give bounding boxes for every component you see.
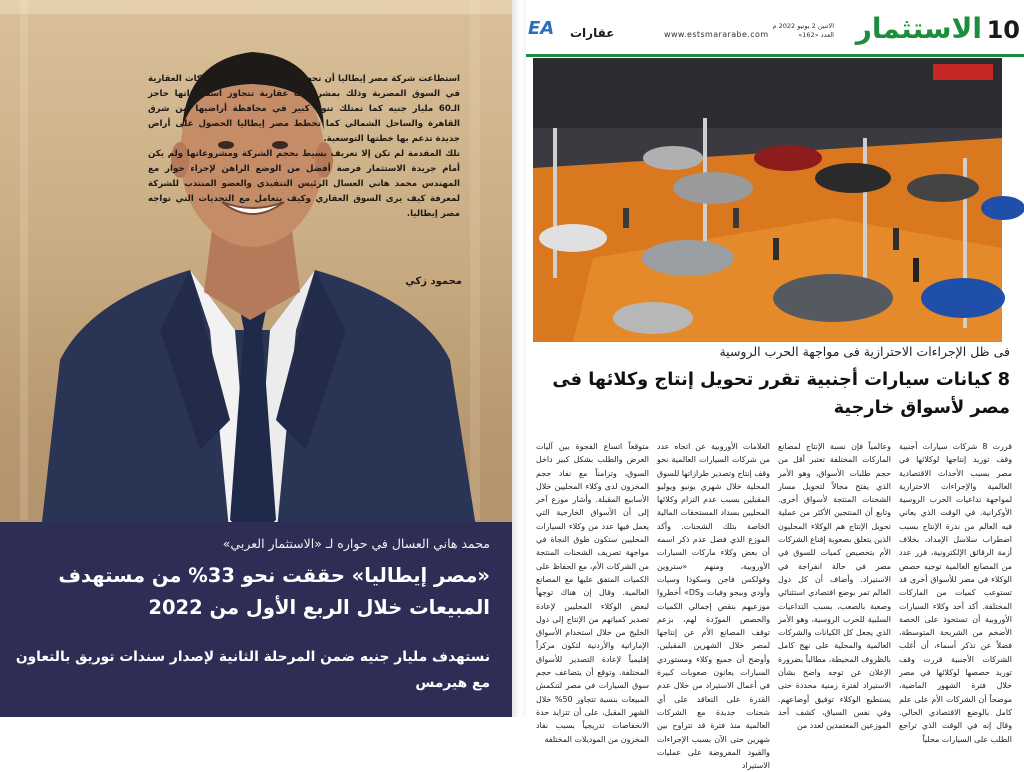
article-column: العلامات الأوروبية عن اتجاه عدد من شركات السيارات العالمية نحو وقف إنتاج وتصدير طرازاتها للسوق المحلية خلال شهري يونيو ويوليو المقبلين بسبب عدم التزام وكلائها المحليين بسداد المستحقات المالية الخاصة بتلك الشحنات. وأكد الموزع الذي فضل عدم ذكر اسمه أن بعض وكلاء ماركات السيارات الأوروبية، ومنهم «ستروين وفولكس فاجن وسكودا وسيات وأودي وبيجو وفيات وDS» أخطروا موزعيهم بنقص إجمالي الكميات والحصص المورّدة لهم، بزعم توقف المصانع الأم عن إنتاجها لمصر خلال الشهرين المقبلين. وأوضح أن جميع وكلاء ومستوردي السيارات يعانون صعوبات كبيرة في أعمال الاستيراد من خلال عدم القدرة على التعاقد على أي شحنات جديدة مع الشركات العالمية منذ فترة قد تتراوح بين شهرين حتى الآن بسبب الإجراءات والقيود المفروضة على عمليات الاستيراد <box>657 442 770 771</box>
car-showroom-photo <box>533 58 1002 342</box>
article-column: قررت 8 شركات سيارات أجنبية وقف توريد إنتاجها لوكلائها في مصر بسبب الأحداث الاقتصادية العالمية والإجراءات الاحترازية لمواجهة تداعيات الحرب الروسية الأوكرانية. في الوقت الذي يعاني فيه العالم من ندرة الإنتاج بسبب اضطراب سلاسل الإمداد، بخلاف أزمة الرقائق الإلكترونية، قرر عدد من المصانع العالمية توجيه حصص الوكلاء في مصر للأسواق أخرى قد تستوعب كميات من الماركات المختلفة. أكد أحد وكلاء السيارات الأوروبية أن تستحوذ على الحصة الأضخم من الشريحة المتوسطة، فضلاً عن تذكر أسماء، أن أغلب الشركات الأجنبية قررت وقف توريد حصصها لوكلائها في مصر خلال فترة الشهور الماضية، موضحاً أن الشركات الأم على علم كامل بالوضع الاقتصادي الحالي. وقال إنه في الوقت الذي تراجع الطلب على السيارات محلياً <box>899 442 1012 744</box>
article-headline: 8 كيانات سيارات أجنبية تقرر تحويل إنتاج وكلائها فى مصر لأسواق خارجية <box>552 369 1010 418</box>
website-url: www.estsmararabe.com <box>664 30 769 39</box>
intro-paragraph: تلك المقدمة لم تكن إلا تعريف بسيط بحجم الشركة ومشروعاتها ولم يكن أمام جريدة الاستثمار فرصة أفضل من الوضع الراهن لإجراء حوار مع المهندس محمد هاني العسال الرئيس التنفيذي والعضو المنتدب للشركة لمعرفة كيف يرى السوق العقاري وكيف يتعامل مع التحديات التي تواجه مصر إيطاليا. <box>148 149 460 219</box>
sister-publication-logo <box>528 18 562 44</box>
masthead <box>526 14 1024 52</box>
author-byline: محمود زكي <box>405 276 462 287</box>
interview-intro-text <box>148 72 460 222</box>
issue-date: الاثنين 2 يونيو 2022 م <box>772 22 834 30</box>
interview-headline-panel <box>0 522 512 717</box>
right-page-spread <box>526 0 1024 771</box>
issue-number: العدد «162» <box>798 31 834 39</box>
ea-logo-text: EA <box>528 18 555 39</box>
interview-subheadline: نستهدف مليار جنيه ضمن المرحلة الثانية لإصدار سندات توريق بالتعاون مع هيرمس <box>15 649 490 691</box>
section-name: عقارات <box>570 26 615 40</box>
page-number: 10 <box>986 16 1020 44</box>
magazine-logo: الاستثمار <box>855 12 982 45</box>
page-gutter <box>512 0 526 717</box>
intro-paragraph: استطاعت شركة مصر إيطاليا أن تحجز مكانتها بين كبرى الشركات العقارية في السوق المصرية وذلك بمشروعات عقارية تتجاوز استثماراتها حاجز الـ60 مليار جنيه كما تمتلك تنوع كبير في محافظة أراضيها بين شرق القاهرة والساحل الشمالي كما تخطط مصر إيطاليا الحصول على أراض جديدة تدعم بها خطتها التوسعية. <box>148 74 460 144</box>
left-page-spread <box>0 0 512 717</box>
article-kicker: فى ظل الإجراءات الاحترازية فى مواجهة الحرب الروسية <box>719 344 1010 359</box>
interview-headline: «مصر إيطاليا» حققت نحو 33% من مستهدف المبيعات خلال الربع الأول من 2022 <box>58 564 490 619</box>
article-body <box>536 440 1012 771</box>
article-column: متوقعاً اتساع الفجوة بين آليات العرض والطلب بشكل كبير داخل السوق، وتزامناً مع نفاد حجم المخزون لدى وكلاء المحليين خلال الأسابيع المقبلة. وأشار موزع آخر إلى أن الأسواق الخارجية التي يعمل فيها عدد من وكلاء السيارات المحليين ستكون طوق النجاة في مواجهة تصريف الشحنات المنتجة من الشركات الأم، مع الحفاظ على الكميات المتفق عليها مع المصانع العالمية. وقال إن هناك توجهاً لبعض الوكلاء المحليين لإعادة تصدير كمياتهم من الإنتاج إلى دول الخليج من خلال استخدام الأسواق الإماراتية والأردنية لتكون مركزاً إقليمياً لإعادة التصدير للأسواق المختلفة. وتوقع أن يتضاعف حجم سوق السيارات في مصر لتنكمش المبيعات بنسبة تتجاوز 50% خلال الشهر المقبل، على أن تتزايد حدة الانخفاضات تدريجياً بسبب نفاد المخزون من الموديلات المختلفة <box>536 442 649 744</box>
article-column: وعالمياً فإن نسبة الإنتاج لمصانع الماركات المختلفة تعتبر أقل من حجم طلبات الأسواق، وهو الأمر الذي يفتح مجالاً لتحويل مسار الشحنات المنتجة لأسواق أخرى. وتابع أن المنتجين الأكثر من عملية تحويل الإنتاج هم الوكلاء المحليون الذين يتعلق بصعوبة إقناع الشركات الأم بتخصيص كميات للسوق في مصر في حالة انفراجة في الاستيراد. وأضاف أن كل دول العالم تمر بوضع اقتصادي استثنائي وصعبة بالصعب، بسبب التداعيات السلبية للحرب الروسية، وهو الأمر الذي يجعل كل الكيانات والشركات العالمية والمحلية على نهج كامل بالظروف المحيطة، مطالباً بضرورة الإعلان عن توجه واضح بشأن الاستيراد لفترة زمنية محددة حتى يستطيع الوكلاء توفيق أوضاعهم. وفي نفس السياق، كشف أحد الموزعين المعتمدين لعدد من <box>778 442 891 731</box>
interview-kicker: محمد هاني العسال في حواره لـ «الاستثمار العربي» <box>222 536 490 551</box>
masthead-rule <box>526 54 1024 57</box>
